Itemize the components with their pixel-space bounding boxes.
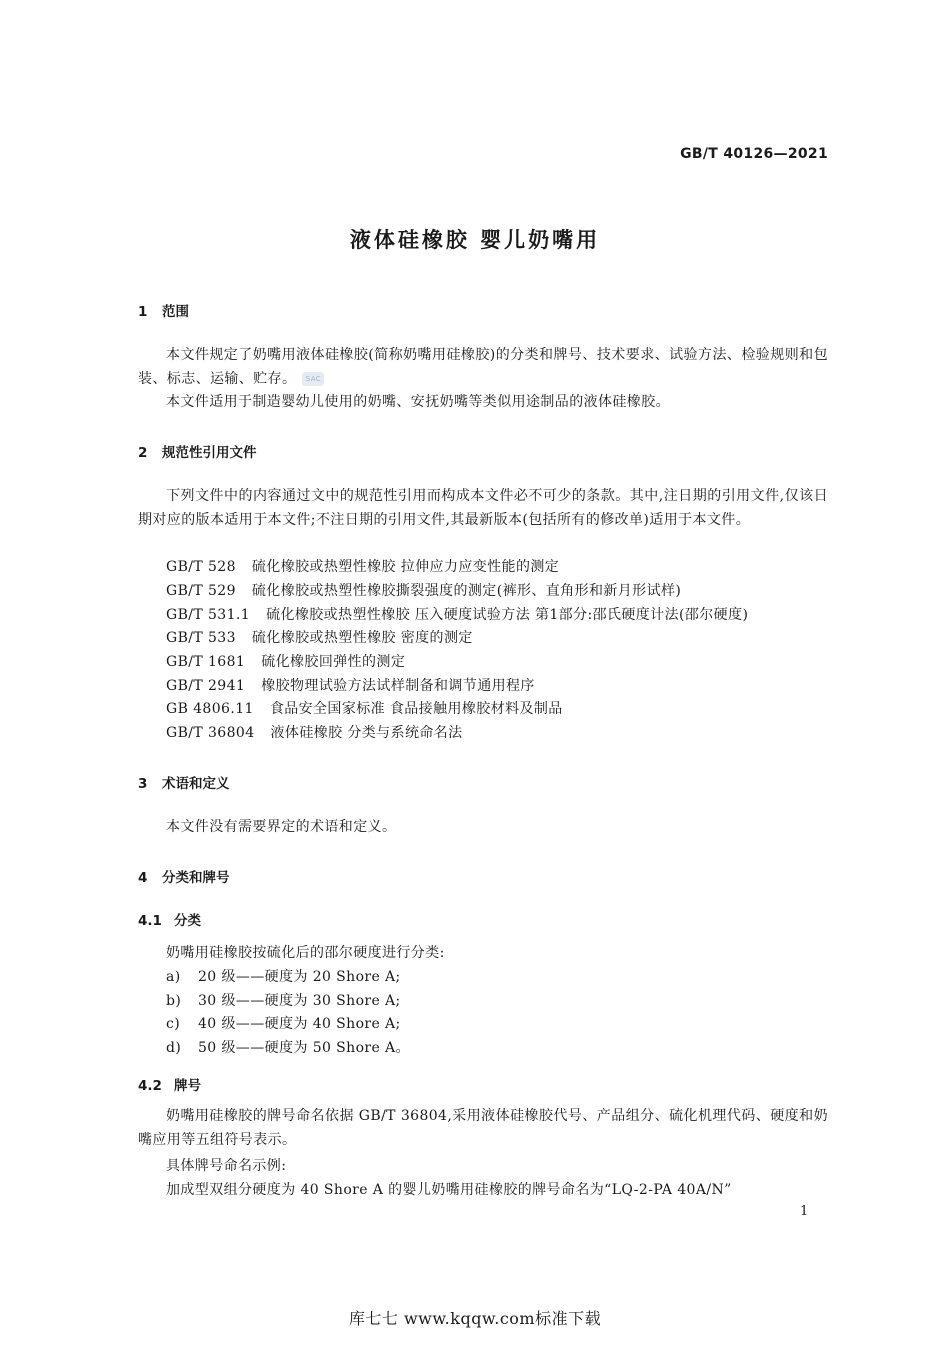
section-title: 分类 <box>174 913 201 929</box>
reference-item: GB/T 1681 硫化橡胶回弹性的测定 <box>166 654 406 670</box>
section-title: 术语和定义 <box>162 776 230 792</box>
section-title: 牌号 <box>174 1078 201 1094</box>
section-number: 4.1 <box>138 913 162 929</box>
section-3-heading <box>138 772 230 792</box>
list-item: a) 20 级——硬度为 20 Shore A; <box>166 969 401 985</box>
section-4-2-heading <box>138 1074 201 1094</box>
section-1-paragraph-1: 本文件规定了奶嘴用液体硅橡胶(简称奶嘴用硅橡胶)的分类和牌号、技术要求、试验方法、检验规则和包装、标志、运输、贮存。 SAC <box>138 347 828 387</box>
list-item: d) 50 级——硬度为 50 Shore A。 <box>166 1040 410 1056</box>
classification-intro: 奶嘴用硅橡胶按硫化后的邵尔硬度进行分类: <box>166 945 445 961</box>
standard-number: GB/T 40126—2021 <box>680 146 828 162</box>
section-number: 3 <box>138 776 148 792</box>
section-4-2-paragraph-3: 加成型双组分硬度为 40 Shore A 的婴儿奶嘴用硅橡胶的牌号命名为“LQ-2-PA 40A/N” <box>166 1182 732 1198</box>
section-title: 分类和牌号 <box>162 870 230 886</box>
reference-item: GB/T 36804 液体硅橡胶 分类与系统命名法 <box>166 725 463 741</box>
section-2-paragraph: 下列文件中的内容通过文中的规范性引用而构成本文件必不可少的条款。其中,注日期的引用文件,仅该日期对应的版本适用于本文件;不注日期的引用文件,其最新版本(包括所有的修改单)适用于本文件。 <box>138 488 828 528</box>
section-number: 4 <box>138 870 148 886</box>
section-number: 4.2 <box>138 1078 162 1094</box>
section-3-paragraph: 本文件没有需要界定的术语和定义。 <box>166 819 397 835</box>
reference-item: GB/T 533 硫化橡胶或热塑性橡胶 密度的测定 <box>166 630 473 646</box>
reference-item: GB 4806.11 食品安全国家标准 食品接触用橡胶材料及制品 <box>166 701 563 717</box>
reference-item: GB/T 2941 橡胶物理试验方法试样制备和调节通用程序 <box>166 678 535 694</box>
section-4-heading <box>138 866 230 886</box>
section-4-1-heading <box>138 909 201 929</box>
reference-item: GB/T 529 硫化橡胶或热塑性橡胶撕裂强度的测定(裤形、直角形和新月形试样) <box>166 583 682 599</box>
section-1-paragraph-2: 本文件适用于制造婴幼儿使用的奶嘴、安抚奶嘴等类似用途制品的液体硅橡胶。 <box>166 394 670 410</box>
watermark-logo-icon: SAC <box>302 372 324 386</box>
section-1-heading <box>138 300 189 320</box>
page-number: 1 <box>800 1204 809 1219</box>
section-number: 2 <box>138 445 148 461</box>
document-title: 液体硅橡胶 婴儿奶嘴用 <box>349 228 601 252</box>
reference-item: GB/T 528 硫化橡胶或热塑性橡胶 拉伸应力应变性能的测定 <box>166 559 560 575</box>
section-title: 规范性引用文件 <box>162 445 257 461</box>
footer-watermark: 库七七 www.kqqw.com标准下载 <box>348 1309 602 1328</box>
reference-item: GB/T 531.1 硫化橡胶或热塑性橡胶 压入硬度试验方法 第1部分:邵氏硬度计法(邵尔硬度) <box>166 607 749 623</box>
section-title: 范围 <box>162 304 189 320</box>
section-2-heading <box>138 441 257 461</box>
list-item: c) 40 级——硬度为 40 Shore A; <box>166 1016 401 1032</box>
list-item: b) 30 级——硬度为 30 Shore A; <box>166 993 401 1009</box>
section-number: 1 <box>138 304 148 320</box>
section-4-2-paragraph-1: 奶嘴用硅橡胶的牌号命名依据 GB/T 36804,采用液体硅橡胶代号、产品组分、硫化机理代码、硬度和奶嘴应用等五组符号表示。 <box>138 1108 828 1148</box>
section-4-2-paragraph-2: 具体牌号命名示例: <box>166 1158 287 1174</box>
